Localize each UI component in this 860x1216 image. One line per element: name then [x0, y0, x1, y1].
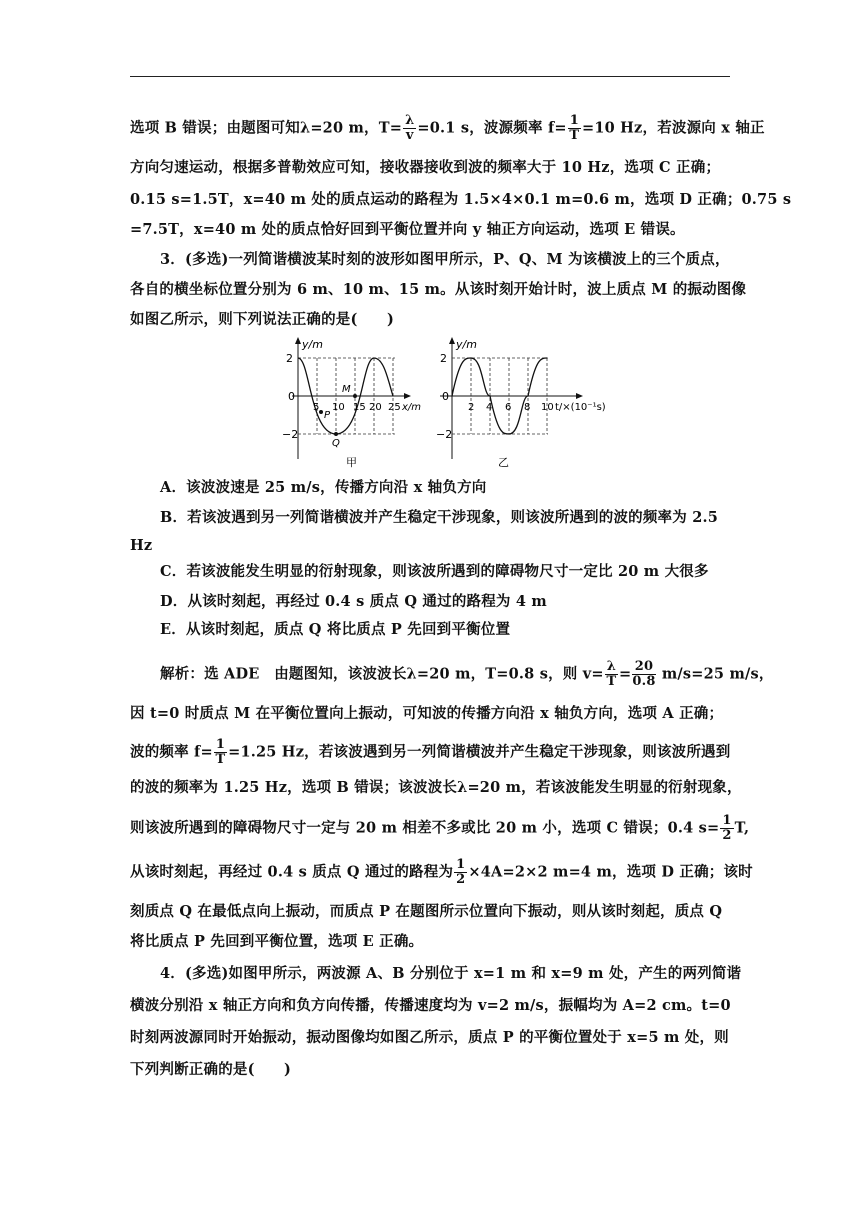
option-e: E．从该时刻起，质点 Q 将比质点 P 先回到平衡位置: [160, 621, 511, 638]
x-axis-label: x/m: [402, 402, 422, 413]
text-span: 波的频率 f=: [130, 743, 213, 761]
fraction: [605, 660, 618, 689]
text-span: 选项 B 错误；由题图可知λ=20 m，T=: [130, 119, 403, 137]
denominator: 2: [722, 828, 732, 843]
option-c: C．若该波能发生明显的衍射现象，则该波所遇到的障碍物尺寸一定比 20 m 大很多: [160, 563, 709, 580]
q3-line-1: 3．(多选)一列简谐横波某时刻的波形如图甲所示，P、Q、M 为该横波上的三个质点，: [160, 251, 730, 268]
point-p-label: P: [324, 410, 331, 421]
figure-caption-yi: 乙: [498, 456, 509, 469]
x-tick: 20: [369, 402, 382, 413]
fraction: [568, 114, 581, 143]
t-tick: 10: [541, 402, 554, 413]
denominator: T: [569, 128, 580, 143]
y-axis-label: y/m: [456, 338, 477, 351]
solution-line-4: 的波的频率为 1.25 Hz，选项 B 错误；该波波长λ=20 m，若该波能发生明显的衍射现象，: [130, 779, 742, 796]
t-tick: 2: [468, 402, 475, 413]
top-line-2: 方向匀速运动，根据多普勒效应可知，接收器接收到波的频率大于 10 Hz，选项 C 正确；: [130, 159, 721, 176]
numerator: 1: [722, 813, 732, 828]
option-b-line-2: Hz: [130, 537, 153, 554]
point-m-label: M: [342, 384, 351, 395]
y-tick: 0: [288, 390, 295, 403]
top-line-3: 0.15 s=1.5T，x=40 m 处的质点运动的路程为 1.5×4×0.1 m=0.6 m，选项 D 正确；0.75 s: [130, 191, 792, 208]
fraction: [720, 814, 733, 843]
point-q-label: Q: [332, 438, 340, 449]
solution-line-3: [130, 738, 730, 767]
top-line-1: [130, 113, 765, 143]
numerator: 1: [569, 113, 579, 128]
text-span: =: [619, 665, 632, 683]
point-q-dot: [334, 432, 338, 436]
text-span: =10 Hz，若波源向 x 轴正: [581, 119, 765, 137]
numerator: λ: [606, 659, 617, 674]
y-axis-label: y/m: [302, 338, 323, 351]
point-m-dot: [353, 394, 357, 398]
fraction: [214, 738, 227, 767]
solution-line-2: 因 t=0 时质点 M 在平衡位置向上振动，可知波的传播方向沿 x 轴负方向，选项 A 正确；: [130, 705, 724, 722]
q4-line-1: 4．(多选)如图甲所示，两波源 A、B 分别位于 x=1 m 和 x=9 m 处，产生的两列简谐: [160, 965, 742, 982]
solution-line-8: 将比质点 P 先回到平衡位置，选项 E 正确。: [130, 933, 424, 950]
text-span: =0.1 s，波源频率 f=: [417, 119, 567, 137]
t-tick: 6: [505, 402, 512, 413]
y-arrow: [449, 337, 455, 344]
q4-line-2: 横波分别沿 x 轴正方向和负方向传播，传播速度均为 v=2 m/s，振幅均为 A=2 cm。t=0: [130, 997, 731, 1014]
top-line-4: =7.5T，x=40 m 处的质点恰好回到平衡位置并向 y 轴正方向运动，选项 E 错误。: [130, 221, 685, 238]
numerator: 1: [456, 857, 466, 872]
x-tick: 15: [353, 402, 366, 413]
y-tick: −2: [282, 428, 299, 441]
figure-yi: [436, 337, 606, 469]
q3-line-3: 如图乙所示，则下列说法正确的是( ): [130, 311, 395, 328]
t-axis-label: t/×(10⁻¹s): [555, 402, 606, 413]
fraction: [454, 858, 467, 887]
x-arrow: [404, 393, 411, 399]
y-tick: 2: [286, 352, 293, 365]
text-span: 则该波所遇到的障碍物尺寸一定与 20 m 相差不多或比 20 m 小，选项 C 错误；0.4 s=: [130, 819, 720, 837]
option-a: A．该波波速是 25 m/s，传播方向沿 x 轴负方向: [160, 479, 487, 496]
t-arrow: [576, 393, 583, 399]
x-tick: 25: [388, 402, 401, 413]
text-span: m/s=25 m/s，: [656, 665, 774, 683]
header-rule: [130, 76, 730, 77]
solution-line-5: [130, 813, 750, 843]
numerator: 1: [215, 737, 226, 752]
x-tick: 10: [332, 402, 345, 413]
numerator: λ: [405, 113, 415, 128]
fraction: [632, 660, 655, 689]
q3-line-2: 各自的横坐标位置分别为 6 m、10 m、15 m。从该时刻开始计时，波上质点 M 的振动图像: [130, 281, 747, 298]
x-tick: 5: [313, 402, 320, 413]
numerator: 20: [632, 660, 655, 675]
solution-line-7: 刻质点 Q 在最低点向上振动，而质点 P 在题图所示位置向下振动，则从该时刻起，质点 Q: [130, 903, 723, 920]
fraction: [403, 114, 416, 143]
text-span: =1.25 Hz，若该波遇到另一列简谐横波并产生稳定干涉现象，则该波所遇到: [228, 743, 731, 761]
option-d: D．从该时刻起，再经过 0.4 s 质点 Q 通过的路程为 4 m: [160, 593, 547, 610]
q4-line-4: 下列判断正确的是( ): [130, 1061, 292, 1078]
solution-line-1: [160, 659, 774, 689]
denominator: v: [405, 128, 414, 143]
option-b-line-1: B．若该波遇到另一列简谐横波并产生稳定干涉现象，则该波所遇到的波的频率为 2.5: [160, 509, 719, 526]
point-p-dot: [319, 410, 323, 414]
y-arrow: [295, 337, 301, 344]
y-tick: 2: [440, 352, 447, 365]
text-span: T,: [734, 819, 750, 837]
denominator: 0.8: [632, 674, 656, 689]
text-span: ×4A=2×2 m=4 m，选项 D 正确；该时: [468, 863, 753, 881]
denominator: T: [606, 674, 617, 689]
wave-figures-svg: [280, 334, 620, 474]
q4-line-3: 时刻两波源同时开始振动，振动图像均如图乙所示，质点 P 的平衡位置处于 x=5 m 处，则: [130, 1029, 729, 1046]
t-tick: 8: [524, 402, 531, 413]
figure-jia: [282, 337, 421, 469]
y-tick: 0: [442, 390, 449, 403]
text-span: 从该时刻起，再经过 0.4 s 质点 Q 通过的路程为: [130, 863, 454, 881]
denominator: T: [215, 752, 226, 767]
t-tick: 4: [486, 402, 493, 413]
denominator: 2: [456, 872, 466, 887]
y-tick: −2: [436, 428, 453, 441]
figures: [280, 334, 620, 474]
solution-line-6: [130, 857, 753, 887]
figure-caption-jia: 甲: [346, 456, 357, 469]
text-span: 解析：选 ADE 由题图知，该波波长λ=20 m，T=0.8 s，则 v=: [160, 665, 604, 683]
